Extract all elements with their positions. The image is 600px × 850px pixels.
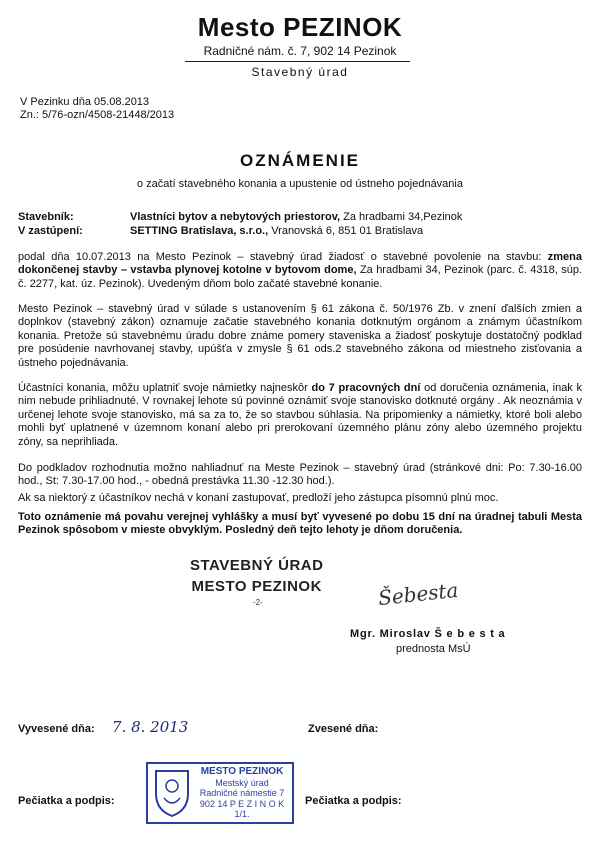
office-stamp bbox=[190, 555, 323, 597]
posted-date-handwritten: 7. 8. 2013 bbox=[112, 718, 189, 736]
builder-name: Vlastníci bytov a nebytových priestorov, bbox=[130, 211, 341, 223]
objections-deadline: do 7 pracovných dní bbox=[311, 382, 421, 394]
department-name: Stavebný úrad bbox=[251, 65, 349, 79]
representative-label: V zastúpení: bbox=[18, 225, 83, 237]
builder-address: Za hradbami 34,Pezinok bbox=[343, 211, 463, 223]
header-divider bbox=[185, 61, 410, 62]
application-text-c: Za hradbami 34, Pezinok (parc. č. 4318, súp. č. 2277, kat. úz. Pezinok). Uvedeným dňom bolo začaté stavebné konanie. bbox=[18, 264, 582, 290]
paragraph-representation: Ak sa niektorý z účastníkov nechá v konaní zastupovať, predloží jeho zástupca písomnú plnú moc. bbox=[18, 492, 499, 504]
representative-value bbox=[130, 225, 423, 237]
handwritten-signature: Šebesta bbox=[376, 577, 460, 611]
paragraph-legal-basis: Mesto Pezinok – stavebný úrad v súlade s ustanovením § 61 zákona č. 50/1976 Zb. v znení ďalších zmien a doplnkov (stavebný zákon) oznamuje začatie stavebného konania dotknutým orgánom a známym účastníkom konania. Pretože sú stavebnému úradu dobre známe pomery staveniska a žiadosť poskytuje dostatočný podklad pre posúdenie navrhovanej stavby, upúšťa v zmysle § 61 ods.2 stavebného zákona od miestneho zisťovania a ústneho pojednávania. bbox=[18, 303, 582, 369]
date-line: V Pezinku dňa 05.08.2013 bbox=[20, 96, 150, 108]
stamp-line-1: STAVEBNÝ ÚRAD bbox=[190, 557, 324, 574]
paragraph-objections bbox=[18, 382, 582, 449]
representative-name: SETTING Bratislava, s.r.o., bbox=[130, 225, 269, 237]
signer-role: prednosta MsÚ bbox=[396, 643, 471, 655]
paragraph-public-notice: Toto oznámenie má povahu verejnej vyhlášky a musí byť vyvesené po dobu 15 dní na úradnej tabuli Mesta Pezinok spôsobom v mieste obvyklým. Posledný deň tejto lehoty je dňom doručenia. bbox=[18, 511, 582, 537]
paragraph-application bbox=[18, 251, 582, 291]
municipal-seal bbox=[146, 762, 294, 824]
signer-name: Mgr. Miroslav Š e b e s t a bbox=[350, 628, 506, 640]
notice-heading: OZNÁMENIE bbox=[240, 151, 360, 170]
city-address: Radničné nám. č. 7, 902 14 Pezinok bbox=[203, 44, 397, 58]
coat-of-arms-icon bbox=[152, 768, 192, 818]
removed-label: Zvesené dňa: bbox=[308, 723, 379, 735]
stamp-line-2: MESTO PEZINOK bbox=[191, 578, 322, 595]
paragraph-office-hours: Do podkladov rozhodnutia možno nahliadnuť na Meste Pezinok – stavebný úrad (stránkové dni: Po: 7.30-16.00 hod., St: 7.30-17.00 hod., - obedná prestávka 11.30 -12.30 hod.). bbox=[18, 462, 582, 488]
builder-label: Stavebník: bbox=[18, 211, 74, 223]
builder-value bbox=[130, 211, 462, 223]
seal-text: MESTO PEZINOK Mestský úrad Radničné námestie 7 902 14 P E Z I N O K 1/1. bbox=[199, 766, 285, 819]
representative-address: Vranovská 6, 851 01 Bratislava bbox=[271, 225, 424, 237]
objections-text-a: Účastníci konania, môžu uplatniť svoje námietky najneskôr bbox=[18, 382, 308, 394]
application-text-a: podal dňa 10.07.2013 na Mesto Pezinok – stavebný úrad žiadosť o stavebné povolenie na stavbu: bbox=[18, 251, 542, 263]
objections-text-c: od doručenia oznámenia, inak k nim nebude prihliadnuté. V rovnakej lehote sú povinné oznámiť svoje stanovisko dotknuté orgány . Ak neoznámia v určenej lehote svoje stanovisko, má sa za to, že so stavbou súhlasia. Na pripomienky a námietky, ktoré boli alebo mohli byť uplatnené v územnom konaní alebo pri prerokovaní územného plánu zóny alebo územného projektu zóny, sa neprihliada. bbox=[18, 382, 583, 448]
seal-label-right: Pečiatka a podpis: bbox=[305, 795, 402, 807]
seal-label-left: Pečiatka a podpis: bbox=[18, 795, 115, 807]
project-name: zmena dokončenej stavby – vstavba plynovej kotolne v bytovom dome, bbox=[18, 251, 583, 277]
posted-label: Vyvesené dňa: bbox=[18, 723, 95, 735]
stamp-number: -2- bbox=[253, 598, 263, 607]
notice-subheading: o začatí stavebného konania a upustenie od ústneho pojednávania bbox=[137, 178, 463, 190]
reference-number: Zn.: 5/76-ozn/4508-21448/2013 bbox=[20, 109, 175, 121]
city-title: Mesto PEZINOK bbox=[197, 12, 403, 42]
